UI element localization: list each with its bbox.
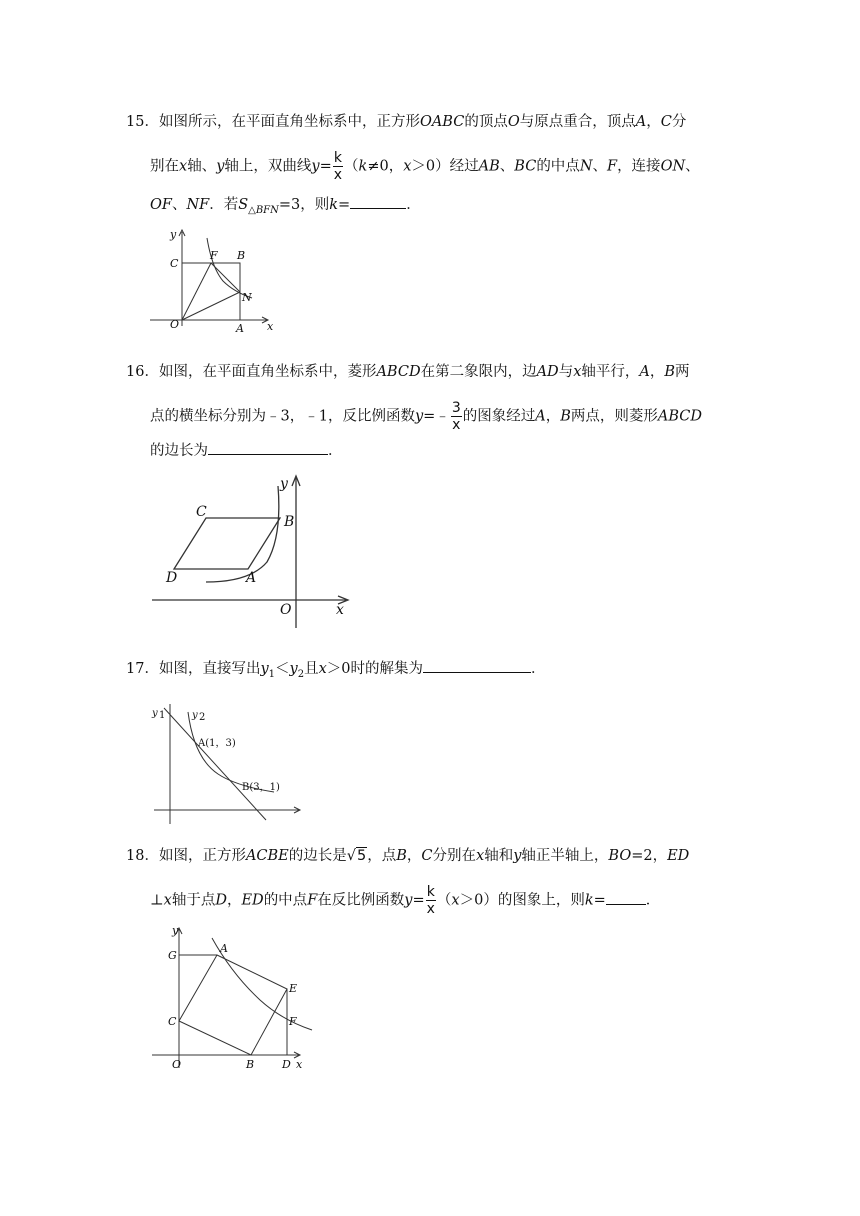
- text: 如图，在平面直角坐标系中，菱形: [158, 364, 377, 380]
- text: 两: [675, 364, 690, 380]
- text: ．: [406, 197, 421, 213]
- text: ，: [545, 408, 561, 425]
- text: ＞0）的图象上，则: [459, 892, 585, 909]
- label-F: F: [210, 249, 218, 262]
- text: 轴上，双曲线: [224, 158, 312, 175]
- frac-num: k: [333, 150, 342, 166]
- var: x: [451, 892, 460, 909]
- label-N: N: [242, 291, 252, 304]
- frac-den: x: [426, 901, 435, 917]
- var: y: [216, 158, 225, 175]
- label-x: x: [267, 320, 274, 333]
- var: ABCD: [657, 408, 702, 425]
- text: 轴正半轴上，: [521, 848, 609, 864]
- text: =﹣: [423, 408, 450, 425]
- var: S: [238, 197, 249, 213]
- label-F: F: [289, 1015, 297, 1028]
- var: ABCD: [376, 364, 421, 380]
- var: k: [358, 158, 368, 175]
- q15-line-3: [150, 192, 421, 221]
- label-O: O: [280, 602, 292, 618]
- question-number: 17．: [126, 661, 159, 677]
- sqrt: √5: [346, 848, 367, 864]
- var: y: [513, 848, 522, 864]
- var: NF: [186, 197, 210, 213]
- var: C: [421, 848, 433, 864]
- text: 在反比例函数: [317, 892, 405, 909]
- text: ⊥: [150, 892, 164, 909]
- var: N: [579, 158, 593, 175]
- q15-line-2: [150, 150, 700, 183]
- fraction: [426, 884, 436, 917]
- text: ＜: [275, 661, 290, 677]
- label-E: E: [289, 982, 298, 995]
- text: （: [344, 158, 359, 175]
- label-A: A: [220, 942, 228, 955]
- text: 分别在: [432, 848, 477, 864]
- var: OF: [150, 197, 172, 213]
- text: ＞0）经过: [411, 158, 479, 175]
- q17-line-1: [126, 656, 546, 685]
- text: 的边长为: [150, 443, 208, 459]
- var: y: [404, 892, 413, 909]
- answer-blank[interactable]: [423, 656, 531, 673]
- text: ．若: [209, 197, 239, 213]
- hyperbola: [206, 486, 279, 582]
- var: x: [163, 892, 172, 909]
- subscript: 2: [297, 668, 305, 680]
- text: 且: [304, 661, 319, 677]
- segment-NF: [211, 263, 240, 292]
- text: ．: [328, 443, 343, 459]
- answer-blank[interactable]: [606, 888, 646, 905]
- var: B: [396, 848, 407, 864]
- text: 的图象经过: [462, 408, 536, 425]
- var: y: [260, 661, 269, 677]
- question-number: 18．: [126, 848, 159, 864]
- var: k: [329, 197, 339, 213]
- label-y1: y: [152, 708, 158, 719]
- label-B: B: [246, 1058, 255, 1071]
- var: A: [635, 114, 647, 130]
- var: BC: [514, 158, 537, 175]
- label-O: O: [170, 318, 180, 331]
- var: ED: [241, 892, 264, 909]
- curve-y2: [188, 712, 274, 792]
- var: ON: [660, 158, 686, 175]
- segment-ON: [182, 292, 240, 320]
- text: ，连接: [617, 158, 661, 175]
- label-y2: y: [192, 710, 198, 721]
- label-C: C: [196, 504, 207, 520]
- var: x: [179, 158, 188, 175]
- sqrt-radicand: 5: [357, 848, 367, 864]
- label-y: y: [172, 924, 179, 937]
- subscript: 1: [268, 668, 276, 680]
- text: 如图，正方形: [158, 848, 246, 864]
- question-number: 16．: [126, 364, 159, 380]
- text: ．: [531, 661, 546, 677]
- q15-figure: [150, 226, 280, 338]
- var: C: [660, 114, 672, 130]
- answer-blank[interactable]: [350, 192, 406, 209]
- label-y: y: [280, 476, 288, 492]
- text: =: [412, 892, 425, 909]
- text: =: [319, 158, 332, 175]
- label-C: C: [168, 1015, 177, 1028]
- hyperbola: [207, 238, 252, 298]
- var: O: [507, 114, 520, 130]
- text: （: [436, 892, 452, 909]
- var: y: [414, 408, 424, 425]
- text: =2，: [631, 848, 668, 864]
- var: A: [639, 364, 650, 380]
- var: y: [311, 158, 320, 175]
- var: BO: [608, 848, 632, 864]
- label-y1-sub: 1: [159, 710, 166, 721]
- text: 点的横坐标分别为﹣3，﹣1，反比例函数: [150, 408, 415, 425]
- text: ＞0时的解集为: [326, 661, 424, 677]
- var: OABC: [419, 114, 465, 130]
- label-G: G: [168, 949, 177, 962]
- label-A: A: [246, 570, 257, 586]
- q16-line-2: [150, 400, 702, 433]
- text: 与: [558, 364, 574, 380]
- text: 如图所示，在平面直角坐标系中，正方形: [158, 114, 420, 130]
- var: x: [318, 661, 327, 677]
- frac-num: k: [426, 884, 435, 900]
- text: =: [338, 197, 351, 213]
- text: 分: [671, 114, 687, 130]
- var: F: [307, 892, 318, 909]
- frac-den: x: [333, 167, 343, 183]
- text: 的顶点: [464, 114, 508, 130]
- var: y: [289, 661, 298, 677]
- text: 轴和: [484, 848, 514, 864]
- var: x: [403, 158, 412, 175]
- text: 如图，直接写出: [158, 661, 261, 677]
- var: D: [215, 892, 227, 909]
- question-number: 15．: [126, 114, 159, 130]
- label-D: D: [282, 1058, 291, 1071]
- text: 轴、: [187, 158, 217, 175]
- q16-line-1: [126, 362, 690, 382]
- answer-blank[interactable]: [208, 438, 328, 455]
- label-x: x: [296, 1058, 303, 1071]
- text: ≠0，: [367, 158, 404, 175]
- label-D: D: [166, 570, 178, 586]
- label-B: B: [284, 514, 295, 530]
- var: k: [584, 892, 594, 909]
- text: ，: [406, 848, 422, 864]
- label-x: x: [336, 602, 344, 618]
- q15-line-1: [126, 112, 686, 132]
- label-C: C: [170, 257, 179, 270]
- line-y1: [164, 708, 266, 820]
- square-OABC: [182, 263, 240, 320]
- text: ．: [645, 892, 661, 909]
- label-A: A(1，3): [198, 738, 236, 749]
- label-y: y: [170, 228, 177, 241]
- var: x: [573, 364, 582, 380]
- segment-OF: [182, 263, 211, 320]
- var: A: [535, 408, 546, 425]
- text: ，: [646, 114, 661, 130]
- text: 别在: [150, 158, 179, 175]
- q16-figure: [150, 470, 360, 630]
- text: =: [593, 892, 606, 909]
- fraction: [451, 400, 462, 433]
- text: 、: [592, 158, 607, 175]
- q17-figure: [150, 700, 310, 830]
- var: B: [664, 364, 676, 380]
- var: F: [607, 158, 618, 175]
- text: ，点: [367, 848, 397, 864]
- var: x: [476, 848, 485, 864]
- text: 在第二象限内，边: [420, 364, 537, 380]
- label-O: O: [172, 1058, 182, 1071]
- text: ，: [649, 364, 665, 380]
- label-B: B: [237, 249, 246, 262]
- label-B: B(3，1): [242, 782, 280, 793]
- var: ACBE: [245, 848, 289, 864]
- q18-figure: [150, 922, 320, 1072]
- var: ED: [667, 848, 690, 864]
- var: B: [560, 408, 571, 425]
- text: 的中点: [263, 892, 308, 909]
- q18-line-2: [150, 884, 660, 917]
- q16-line-3: [150, 438, 343, 461]
- text: ，: [226, 892, 242, 909]
- label-y2-sub: 2: [199, 712, 206, 723]
- subscript: △BFN: [248, 204, 279, 216]
- rhombus-ABCD: [174, 518, 280, 569]
- text: 、: [685, 158, 700, 175]
- text: 两点，则菱形: [570, 408, 658, 425]
- frac-den: x: [452, 417, 461, 433]
- var: AB: [478, 158, 500, 175]
- text: 轴于点: [171, 892, 216, 909]
- text: 的中点: [536, 158, 580, 175]
- text: 、: [171, 197, 187, 213]
- label-A: A: [236, 322, 244, 335]
- text: 的边长是: [288, 848, 347, 864]
- text: 与原点重合，顶点: [519, 114, 636, 130]
- fraction: [333, 150, 343, 183]
- text: =3，则: [278, 197, 330, 213]
- var: AD: [536, 364, 559, 380]
- text: 轴平行，: [581, 364, 640, 380]
- text: 、: [499, 158, 515, 175]
- q18-line-1: [126, 846, 689, 866]
- frac-num: 3: [451, 400, 461, 416]
